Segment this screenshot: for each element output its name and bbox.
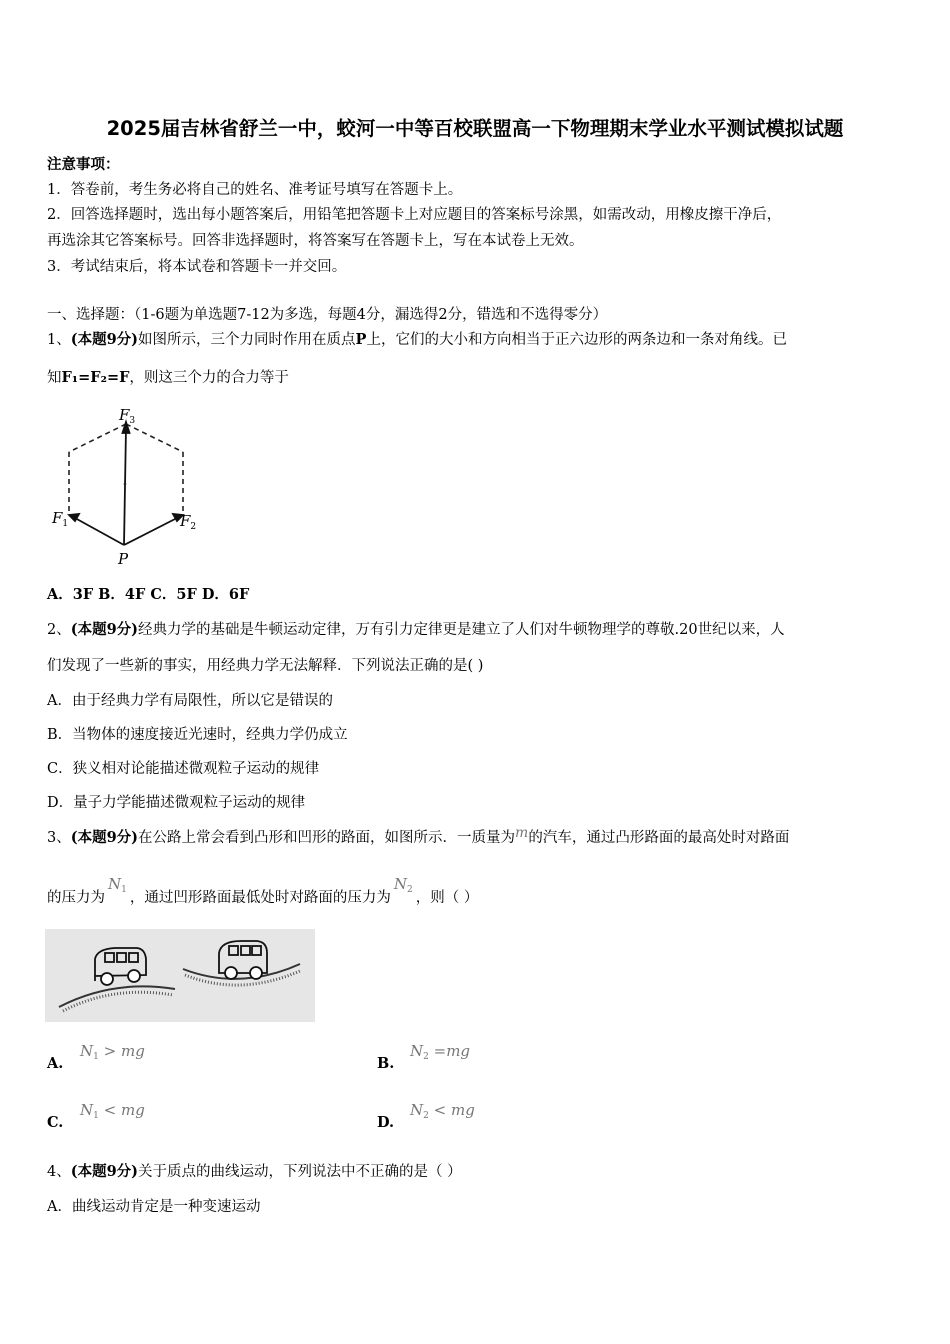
q3-option-d-formula: $N_2$ < mg bbox=[410, 1101, 475, 1121]
q1-text-rest: 上，它们的大小和方向相当于正六边形的两条边和一条对角线。已 bbox=[366, 332, 787, 348]
hexagon-force-diagram bbox=[44, 402, 204, 570]
q3-n2-symbol: $N_2$ bbox=[393, 875, 413, 895]
question-1-line-1 bbox=[47, 328, 787, 349]
q3-line2-c: ，则（ ） bbox=[415, 890, 479, 906]
q2-number: 2、 bbox=[47, 622, 71, 638]
q3-score: (本题9分) bbox=[70, 829, 139, 846]
q3-option-c-formula: $N_1$ < mg bbox=[80, 1101, 145, 1121]
question-3-line-2 bbox=[47, 874, 479, 906]
q3-text-b: 的汽车，通过凸形路面的最高处时对路面 bbox=[528, 830, 790, 846]
q3-option-b-formula: $N_2 =mg$ bbox=[410, 1042, 471, 1062]
q2-option-a: A．由于经典力学有局限性，所以它是错误的 bbox=[47, 693, 333, 709]
q2-option-d: D．量子力学能描述微观粒子运动的规律 bbox=[47, 795, 306, 811]
q1-text: 如图所示，三个力同时作用在质点 bbox=[138, 332, 356, 348]
q3-option-a-label: A. bbox=[47, 1055, 64, 1072]
label-f1: $F_1$ bbox=[52, 509, 69, 529]
q4-score: (本题9分) bbox=[70, 1163, 139, 1180]
q4-number: 4、 bbox=[47, 1164, 71, 1180]
notice-item: 3．考试结束后，将本试卷和答题卡一并交回。 bbox=[47, 259, 347, 275]
notice-item: 1．答卷前，考生务必将自己的姓名、准考证号填写在答题卡上。 bbox=[47, 182, 463, 198]
question-3-line-1 bbox=[47, 826, 789, 847]
q2-option-c: C．狭义相对论能描述微观粒子运动的规律 bbox=[47, 761, 320, 777]
notice-item: 再选涂其它答案标号。回答非选择题时，将答案写在答题卡上，写在本试卷上无效。 bbox=[47, 233, 584, 249]
q1-point-p: P bbox=[355, 331, 367, 348]
q2-option-b: B．当物体的速度接近光速时，经典力学仍成立 bbox=[47, 727, 348, 743]
q3-text-a: 在公路上常会看到凸形和凹形的路面，如图所示．一质量为 bbox=[138, 830, 516, 846]
notice-item: 2．回答选择题时，选出每小题答案后，用铅笔把答题卡上对应题目的答案标号涂黑，如需改动，用橡皮擦干净后， bbox=[47, 207, 782, 223]
q2-text: 经典力学的基础是牛顿运动定律，万有引力定律更是建立了人们对牛顿物理学的尊敬.20世纪以来，人 bbox=[138, 622, 785, 638]
q3-mass-symbol: m bbox=[515, 825, 529, 841]
q1-line2-a: 知 bbox=[47, 370, 62, 386]
label-f2: $F_2$ bbox=[180, 512, 197, 532]
q4-text: 关于质点的曲线运动，下列说法中不正确的是（ ） bbox=[138, 1164, 462, 1180]
q3-line2-b: ，通过凹形路面最低处时对路面的压力为 bbox=[129, 890, 391, 906]
question-2-line-1 bbox=[47, 618, 785, 639]
q1-options: A．3F B．4F C．5F D．6F bbox=[47, 586, 250, 603]
label-f3: $F_3$ bbox=[119, 406, 136, 426]
q1-score: (本题9分) bbox=[70, 331, 139, 348]
page-title: 2025届吉林省舒兰一中，蛟河一中等百校联盟高一下物理期末学业水平测试模拟试题 bbox=[106, 117, 844, 140]
question-1-line-2 bbox=[47, 366, 289, 387]
road-cars-figure bbox=[45, 929, 315, 1022]
q2-score: (本题9分) bbox=[70, 621, 139, 638]
q3-option-b-label: B. bbox=[377, 1055, 395, 1072]
q3-number: 3、 bbox=[47, 830, 71, 846]
q4-option-a: A．曲线运动肯定是一种变速运动 bbox=[47, 1199, 261, 1215]
q1-line2-rest: ，则这三个力的合力等于 bbox=[129, 370, 289, 386]
q3-n1-symbol: $N_1$ bbox=[108, 875, 127, 895]
q3-option-c-label: C. bbox=[47, 1114, 64, 1131]
q1-number: 1、 bbox=[47, 332, 71, 348]
question-2-line-2: 们发现了一些新的事实，用经典力学无法解释．下列说法正确的是( ) bbox=[47, 658, 484, 674]
q3-option-a-formula: $N_1$ > mg bbox=[80, 1042, 145, 1062]
q1-force-equation: F₁=F₂=F bbox=[61, 369, 130, 386]
q3-option-d-label: D. bbox=[377, 1114, 395, 1131]
question-4-line-1 bbox=[47, 1160, 462, 1181]
notice-heading: 注意事项： bbox=[47, 156, 120, 173]
section-heading: 一、选择题：（1-6题为单选题7-12为多选，每题4分，漏选得2分，错选和不选得零分） bbox=[47, 307, 608, 323]
label-p: P bbox=[118, 550, 129, 568]
q3-line2-a: 的压力为 bbox=[47, 890, 105, 906]
